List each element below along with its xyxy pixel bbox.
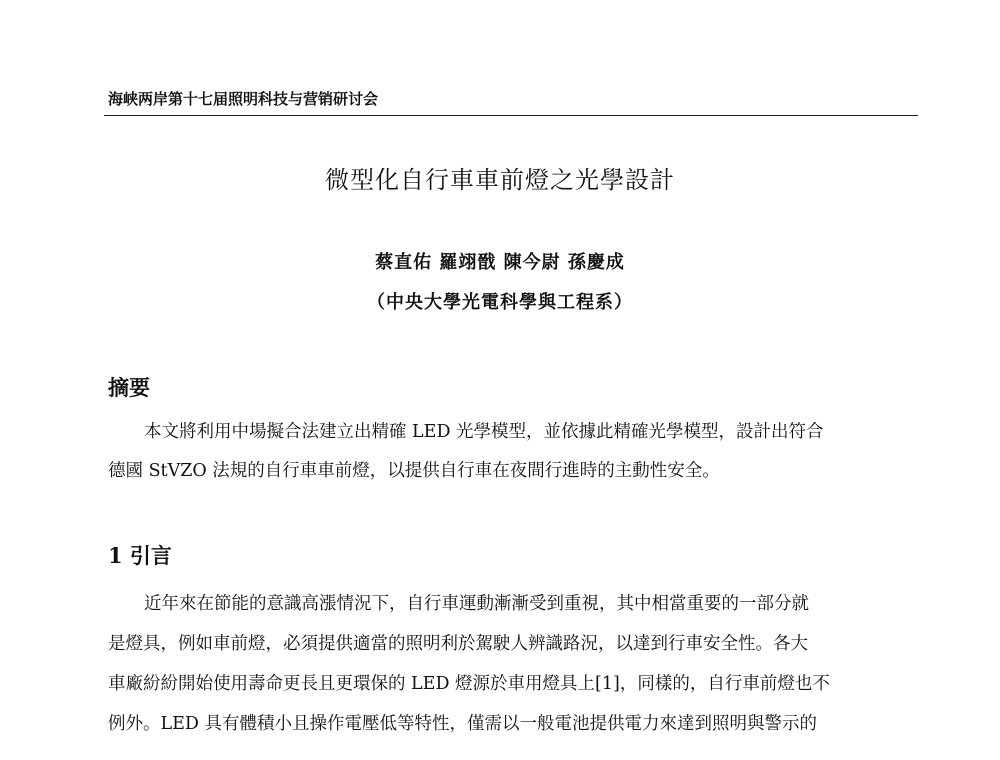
paper-affiliation: （中央大學光電科學與工程系）	[367, 292, 633, 313]
abstract-line-1: 本文將利用中場擬合法建立出精確 LED 光學模型，並依據此精確光學模型，設計出符合	[144, 422, 824, 442]
paper-authors: 蔡直佑 羅翊戩 陳今尉 孫慶成	[375, 252, 625, 273]
introduction-heading: 1 引言	[108, 543, 172, 568]
intro-line-4: 例外。LED 具有體積小且操作電壓低等特性，僅需以一般電池提供電力來達到照明與警示的	[108, 714, 817, 734]
intro-line-3: 車廠紛紛開始使用壽命更長且更環保的 LED 燈源於車用燈具上[1]，同樣的，自行車前燈也不	[108, 674, 830, 694]
paper-title: 微型化自行車車前燈之光學設計	[325, 166, 675, 194]
intro-line-1: 近年來在節能的意識高漲情況下，自行車運動漸漸受到重視，其中相當重要的一部分就	[144, 594, 809, 614]
header-rule	[104, 115, 918, 116]
abstract-heading: 摘要	[108, 375, 150, 400]
intro-line-2: 是燈具，例如車前燈，必須提供適當的照明利於駕駛人辨識路況，以達到行車安全性。各大	[108, 634, 808, 654]
conference-header: 海峡两岸第十七届照明科技与营销研讨会	[108, 90, 379, 108]
abstract-line-2: 德國 StVZO 法規的自行車車前燈，以提供自行車在夜間行進時的主動性安全。	[108, 461, 720, 481]
